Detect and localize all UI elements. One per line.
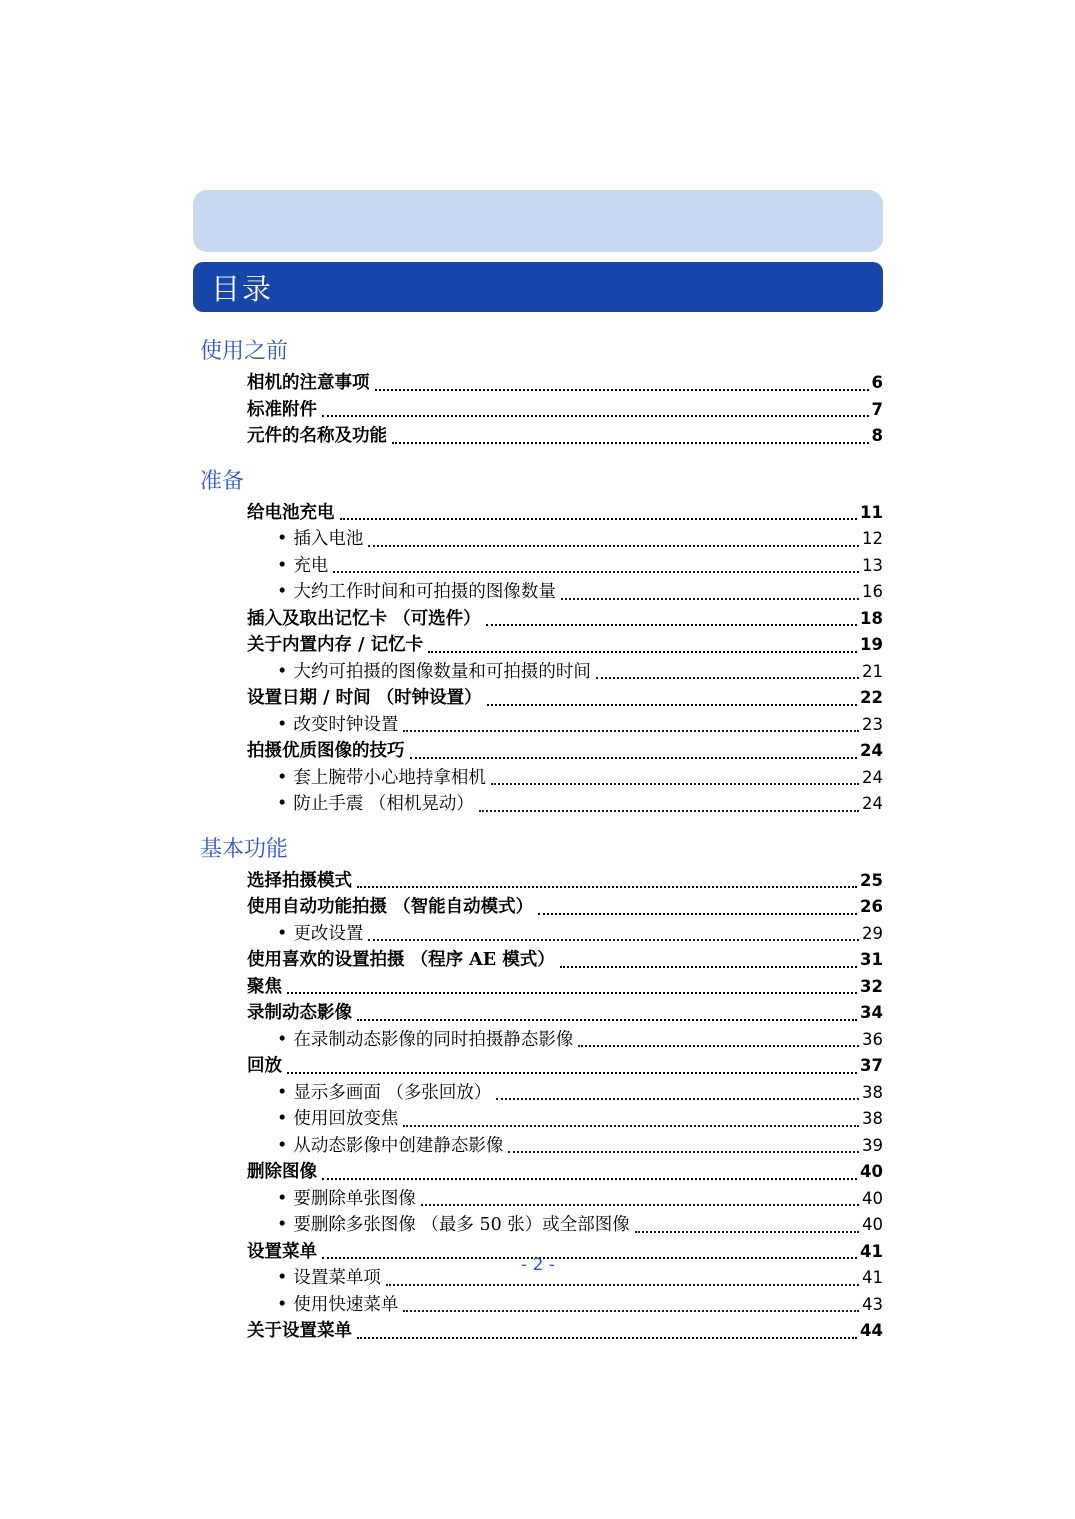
toc-item-page-number: 29 bbox=[862, 923, 883, 943]
toc-item[interactable] bbox=[193, 765, 883, 792]
toc-item[interactable] bbox=[193, 738, 883, 765]
page-title: 目录 bbox=[211, 271, 274, 306]
toc-item-label: 回放 bbox=[247, 1056, 282, 1076]
toc-item-label: 标准附件 bbox=[247, 399, 317, 420]
toc-item-label: 使用自动功能拍摄 （智能自动模式） bbox=[247, 897, 534, 917]
dot-leader bbox=[403, 1125, 859, 1127]
toc-item[interactable] bbox=[193, 1000, 883, 1027]
toc-item-label: 显示多画面 （多张回放） bbox=[293, 1082, 492, 1103]
toc-item-page-number: 31 bbox=[860, 950, 883, 969]
toc-item[interactable] bbox=[193, 712, 883, 739]
footer-page-number: - 2 - bbox=[521, 1255, 555, 1275]
toc-item-label: 使用回放变焦 bbox=[293, 1109, 399, 1129]
dot-leader bbox=[386, 1284, 859, 1286]
dot-leader bbox=[596, 677, 859, 679]
toc-item[interactable] bbox=[193, 1159, 883, 1186]
toc-item[interactable] bbox=[193, 1292, 883, 1319]
toc-item-label: 聚焦 bbox=[247, 976, 282, 997]
dot-leader bbox=[421, 1204, 859, 1206]
toc-item[interactable] bbox=[193, 685, 883, 712]
toc-title-banner bbox=[193, 262, 883, 312]
toc-item-label: 防止手震 （相机晃动） bbox=[293, 794, 474, 814]
toc-item-label: 更改设置 bbox=[293, 923, 364, 944]
toc-item-label: 元件的名称及功能 bbox=[247, 426, 387, 446]
bullet-icon: • bbox=[277, 582, 288, 602]
dot-leader bbox=[403, 730, 859, 732]
toc-item-label: 删除图像 bbox=[247, 1162, 317, 1182]
toc-item-page-number: 37 bbox=[860, 1056, 883, 1075]
bullet-icon: • bbox=[277, 1268, 288, 1288]
toc-item-page-number: 24 bbox=[862, 794, 883, 813]
toc-item-label: 充电 bbox=[293, 555, 329, 576]
toc-item-page-number: 38 bbox=[862, 1109, 883, 1128]
toc-item[interactable] bbox=[193, 894, 883, 921]
dot-leader bbox=[479, 810, 859, 812]
toc-item-page-number: 43 bbox=[862, 1294, 883, 1314]
toc-item[interactable] bbox=[193, 1133, 883, 1160]
dot-leader bbox=[375, 389, 869, 391]
toc-item[interactable] bbox=[193, 423, 883, 450]
dot-leader bbox=[508, 1151, 859, 1153]
toc-item-label: 相机的注意事项 bbox=[247, 373, 370, 393]
toc-item[interactable] bbox=[193, 1212, 883, 1239]
bullet-icon: • bbox=[277, 661, 288, 682]
toc-item-label: 选择拍摄模式 bbox=[247, 870, 352, 891]
top-banner bbox=[193, 190, 883, 252]
toc-item-label: 关于内置内存 / 记忆卡 bbox=[247, 635, 424, 655]
toc-item-label: 要删除多张图像 （最多 50 张）或全部图像 bbox=[293, 1215, 630, 1235]
toc-item-label: 插入电池 bbox=[293, 529, 364, 549]
toc-item-page-number: 40 bbox=[860, 1162, 883, 1181]
toc-item-page-number: 38 bbox=[862, 1082, 883, 1102]
toc-item[interactable] bbox=[193, 974, 883, 1001]
toc-item-page-number: 22 bbox=[860, 688, 883, 707]
bullet-icon: • bbox=[277, 794, 288, 814]
toc-item[interactable] bbox=[193, 921, 883, 948]
toc-item-label: 在录制动态影像的同时拍摄静态影像 bbox=[293, 1029, 574, 1050]
toc-item-page-number: 25 bbox=[860, 870, 883, 890]
toc-item[interactable] bbox=[193, 1027, 883, 1054]
toc-item-page-number: 7 bbox=[871, 399, 883, 419]
toc-item-label: 大约工作时间和可拍摄的图像数量 bbox=[293, 582, 556, 602]
bullet-icon: • bbox=[277, 923, 288, 944]
toc-item-page-number: 32 bbox=[860, 976, 883, 996]
bullet-icon: • bbox=[277, 767, 288, 788]
toc-item[interactable] bbox=[193, 1053, 883, 1080]
toc-item[interactable] bbox=[193, 397, 883, 424]
toc-item-label: 改变时钟设置 bbox=[293, 714, 399, 735]
bullet-icon: • bbox=[277, 1109, 288, 1129]
toc-item[interactable] bbox=[193, 579, 883, 606]
toc-item-page-number: 24 bbox=[862, 767, 883, 787]
toc-item-page-number: 18 bbox=[860, 608, 883, 628]
dot-leader bbox=[357, 1337, 857, 1339]
toc-item-page-number: 24 bbox=[860, 741, 883, 760]
dot-leader bbox=[428, 651, 857, 653]
section-title: 准备 bbox=[200, 468, 245, 494]
dot-leader bbox=[560, 966, 857, 968]
dot-leader bbox=[287, 992, 857, 994]
dot-leader bbox=[538, 913, 857, 915]
toc-item[interactable] bbox=[193, 632, 883, 659]
toc-item[interactable] bbox=[193, 868, 883, 895]
toc-item-label: 设置菜单项 bbox=[293, 1268, 381, 1288]
toc-item-page-number: 21 bbox=[862, 661, 883, 681]
dot-leader bbox=[322, 415, 869, 417]
bullet-icon: • bbox=[277, 1188, 288, 1209]
toc-item[interactable] bbox=[193, 1106, 883, 1133]
toc-item-page-number: 12 bbox=[862, 529, 883, 548]
toc-item-page-number: 16 bbox=[862, 582, 883, 601]
toc-item-label: 套上腕带小心地持拿相机 bbox=[293, 767, 486, 788]
toc-item[interactable] bbox=[193, 606, 883, 633]
bullet-icon: • bbox=[277, 714, 288, 735]
toc-item-label: 录制动态影像 bbox=[247, 1003, 352, 1023]
toc bbox=[193, 334, 883, 1345]
toc-item[interactable] bbox=[193, 526, 883, 553]
dot-leader bbox=[486, 624, 857, 626]
toc-item[interactable] bbox=[193, 1318, 883, 1345]
section-title: 使用之前 bbox=[200, 339, 289, 364]
document-page bbox=[193, 190, 883, 1345]
dot-leader bbox=[491, 783, 859, 785]
dot-leader bbox=[403, 1310, 859, 1312]
bullet-icon: • bbox=[277, 1082, 288, 1103]
bullet-icon: • bbox=[277, 1294, 288, 1315]
toc-item-label: 关于设置菜单 bbox=[247, 1321, 352, 1341]
dot-leader bbox=[287, 1072, 857, 1074]
toc-item-label: 使用喜欢的设置拍摄 （程序 AE 模式） bbox=[247, 950, 555, 970]
bullet-icon: • bbox=[277, 1135, 288, 1156]
toc-item[interactable] bbox=[193, 553, 883, 580]
dot-leader bbox=[322, 1178, 857, 1180]
toc-item-label: 从动态影像中创建静态影像 bbox=[293, 1135, 504, 1156]
toc-item-page-number: 40 bbox=[862, 1188, 883, 1208]
toc-item-label: 拍摄优质图像的技巧 bbox=[247, 741, 405, 761]
toc-item-page-number: 39 bbox=[862, 1135, 883, 1155]
toc-item-page-number: 6 bbox=[871, 373, 883, 392]
toc-item-page-number: 19 bbox=[860, 635, 883, 654]
dot-leader bbox=[368, 939, 859, 941]
toc-item-label: 给电池充电 bbox=[247, 502, 335, 523]
toc-item[interactable] bbox=[193, 1186, 883, 1213]
toc-item-page-number: 41 bbox=[860, 1241, 883, 1261]
toc-item-label: 插入及取出记忆卡 （可选件） bbox=[247, 608, 481, 629]
dot-leader bbox=[392, 442, 869, 444]
dot-leader bbox=[368, 545, 859, 547]
toc-item-page-number: 23 bbox=[862, 714, 883, 734]
bullet-icon: • bbox=[277, 529, 288, 549]
toc-item-page-number: 34 bbox=[860, 1003, 883, 1022]
dot-leader bbox=[410, 757, 858, 759]
toc-item[interactable] bbox=[193, 1080, 883, 1107]
bullet-icon: • bbox=[277, 555, 288, 576]
toc-item-label: 设置菜单 bbox=[247, 1241, 317, 1262]
section-title: 基本功能 bbox=[200, 836, 289, 862]
toc-item-page-number: 13 bbox=[862, 555, 883, 575]
toc-item-page-number: 36 bbox=[862, 1029, 883, 1049]
dot-leader bbox=[496, 1098, 859, 1100]
dot-leader bbox=[561, 598, 859, 600]
dot-leader bbox=[333, 571, 859, 573]
toc-item[interactable] bbox=[193, 500, 883, 527]
dot-leader bbox=[357, 886, 857, 888]
toc-item[interactable] bbox=[193, 370, 883, 397]
dot-leader bbox=[487, 704, 857, 706]
toc-item-label: 要删除单张图像 bbox=[293, 1188, 416, 1209]
toc-item[interactable] bbox=[193, 659, 883, 686]
toc-item[interactable] bbox=[193, 947, 883, 974]
dot-leader bbox=[357, 1019, 857, 1021]
toc-item-page-number: 40 bbox=[862, 1215, 883, 1234]
toc-item-page-number: 41 bbox=[862, 1268, 883, 1287]
toc-item[interactable] bbox=[193, 791, 883, 818]
bullet-icon: • bbox=[277, 1029, 288, 1050]
toc-item-label: 使用快速菜单 bbox=[293, 1294, 399, 1315]
toc-item-label: 设置日期 / 时间 （时钟设置） bbox=[247, 688, 482, 708]
toc-item-label: 大约可拍摄的图像数量和可拍摄的时间 bbox=[293, 661, 591, 682]
dot-leader bbox=[578, 1045, 859, 1047]
dot-leader bbox=[635, 1231, 859, 1233]
toc-item-page-number: 44 bbox=[860, 1321, 883, 1340]
toc-item-page-number: 26 bbox=[860, 897, 883, 916]
bullet-icon: • bbox=[277, 1215, 288, 1235]
toc-item-page-number: 8 bbox=[871, 426, 883, 445]
toc-item-page-number: 11 bbox=[860, 502, 883, 522]
dot-leader bbox=[340, 518, 858, 520]
